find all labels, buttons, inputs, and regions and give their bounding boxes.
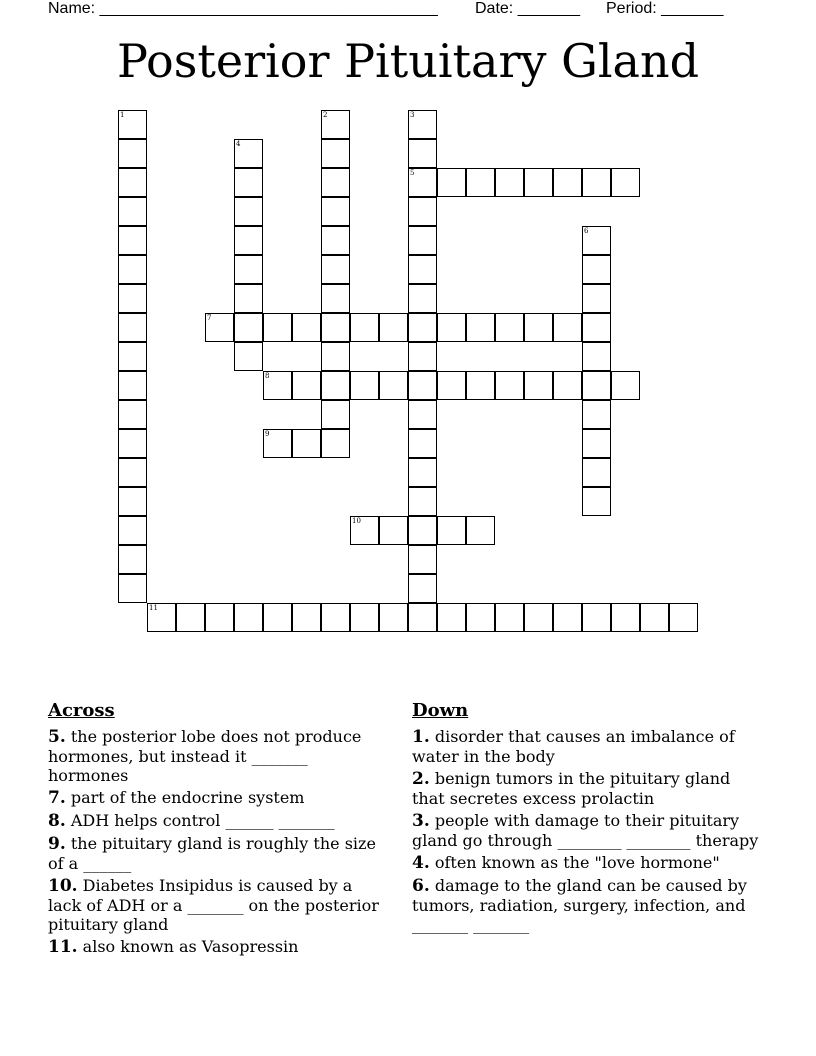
crossword-cell[interactable] xyxy=(669,603,698,632)
crossword-cell[interactable] xyxy=(379,313,408,342)
crossword-cell[interactable] xyxy=(582,371,611,400)
clue-text: often known as the "love hormone" xyxy=(429,853,720,872)
crossword-cell[interactable] xyxy=(408,313,437,342)
crossword-cell[interactable] xyxy=(495,371,524,400)
crossword-cell[interactable] xyxy=(466,603,495,632)
clue-number: 8. xyxy=(48,811,66,831)
clue-number: 10 xyxy=(352,517,361,525)
crossword-cell[interactable] xyxy=(524,371,553,400)
crossword-cell[interactable] xyxy=(582,603,611,632)
crossword-cell[interactable] xyxy=(118,342,147,371)
down-clue xyxy=(412,727,768,766)
crossword-cell[interactable] xyxy=(118,400,147,429)
crossword-cell[interactable] xyxy=(234,284,263,313)
across-clue-list xyxy=(48,727,388,957)
crossword-cell[interactable] xyxy=(118,516,147,545)
crossword-cell[interactable] xyxy=(582,284,611,313)
clue-number: 7. xyxy=(48,788,66,808)
clue-number: 10. xyxy=(48,876,78,896)
crossword-cell[interactable] xyxy=(321,226,350,255)
crossword-cell[interactable] xyxy=(437,603,466,632)
crossword-cell[interactable] xyxy=(379,516,408,545)
crossword-cell[interactable] xyxy=(582,255,611,284)
crossword-cell[interactable] xyxy=(408,168,437,197)
clue-text: also known as Vasopressin xyxy=(77,937,299,956)
crossword-cell[interactable] xyxy=(582,458,611,487)
crossword-cell[interactable] xyxy=(263,429,292,458)
crossword-cell[interactable] xyxy=(408,110,437,139)
crossword-cell[interactable] xyxy=(350,371,379,400)
crossword-cell[interactable] xyxy=(408,574,437,603)
clue-number: 4. xyxy=(412,853,430,873)
clue-text: the posterior lobe does not produce hormones, but instead it _______ hormones xyxy=(48,727,362,785)
clue-number: 3 xyxy=(410,111,415,119)
across-clue xyxy=(48,727,388,785)
page-title: Posterior Pituitary Gland xyxy=(116,34,700,88)
crossword-cell[interactable] xyxy=(582,313,611,342)
crossword-cell[interactable] xyxy=(118,226,147,255)
crossword-cell[interactable] xyxy=(553,168,582,197)
crossword-cell[interactable] xyxy=(495,603,524,632)
crossword-cell[interactable] xyxy=(408,197,437,226)
clue-number: 1. xyxy=(412,727,430,747)
crossword-cell[interactable] xyxy=(321,197,350,226)
crossword-cell[interactable] xyxy=(437,168,466,197)
crossword-cell[interactable] xyxy=(379,603,408,632)
crossword-cell[interactable] xyxy=(611,168,640,197)
crossword-cell[interactable] xyxy=(582,342,611,371)
down-clue xyxy=(412,853,768,873)
across-clue xyxy=(48,788,388,808)
crossword-cell[interactable] xyxy=(350,603,379,632)
crossword-cell[interactable] xyxy=(350,516,379,545)
crossword-cell[interactable] xyxy=(466,168,495,197)
crossword-cell[interactable] xyxy=(234,168,263,197)
clue-number: 4 xyxy=(236,140,241,148)
clue-number: 9 xyxy=(265,430,270,438)
crossword-cell[interactable] xyxy=(495,313,524,342)
clue-number: 5 xyxy=(410,169,415,177)
crossword-cell[interactable] xyxy=(321,603,350,632)
clue-number: 7 xyxy=(207,314,212,322)
crossword-cell[interactable] xyxy=(205,603,234,632)
crossword-cell[interactable] xyxy=(263,313,292,342)
crossword-cell[interactable] xyxy=(553,313,582,342)
across-clue xyxy=(48,834,388,873)
crossword-cell[interactable] xyxy=(408,603,437,632)
crossword-cell[interactable] xyxy=(263,603,292,632)
clue-text: Diabetes Insipidus is caused by a lack of ADH or a _______ on the posterior pituitary gland xyxy=(48,876,379,934)
crossword-cell[interactable] xyxy=(408,516,437,545)
crossword-cell[interactable] xyxy=(408,226,437,255)
crossword-cell[interactable] xyxy=(234,226,263,255)
crossword-cell[interactable] xyxy=(118,139,147,168)
crossword-cell[interactable] xyxy=(292,371,321,400)
clue-number: 2. xyxy=(412,769,430,789)
crossword-cell[interactable] xyxy=(582,226,611,255)
clue-number: 3. xyxy=(412,811,430,831)
across-clue xyxy=(48,876,388,934)
crossword-cell[interactable] xyxy=(234,197,263,226)
crossword-cell[interactable] xyxy=(321,284,350,313)
crossword-cell[interactable] xyxy=(292,603,321,632)
down-heading: Down xyxy=(412,700,469,721)
crossword-cell[interactable] xyxy=(118,255,147,284)
clue-number: 8 xyxy=(265,372,270,380)
across-clue xyxy=(48,937,388,957)
clue-text: ADH helps control ______ _______ xyxy=(65,811,335,830)
crossword-cell[interactable] xyxy=(437,516,466,545)
crossword-cell[interactable] xyxy=(321,255,350,284)
crossword-cell[interactable] xyxy=(466,313,495,342)
crossword-cell[interactable] xyxy=(408,429,437,458)
crossword-cell[interactable] xyxy=(437,313,466,342)
crossword-cell[interactable] xyxy=(437,371,466,400)
across-clue xyxy=(48,811,388,831)
crossword-cell[interactable] xyxy=(321,429,350,458)
clue-text: the pituitary gland is roughly the size of a ______ xyxy=(48,834,376,873)
crossword-cell[interactable] xyxy=(611,371,640,400)
clue-number: 2 xyxy=(323,111,328,119)
crossword-cell[interactable] xyxy=(524,603,553,632)
crossword-cell[interactable] xyxy=(147,603,176,632)
crossword-cell[interactable] xyxy=(582,168,611,197)
crossword-cell[interactable] xyxy=(582,400,611,429)
crossword-cell[interactable] xyxy=(466,371,495,400)
clue-number: 11. xyxy=(48,937,78,957)
clue-number: 9. xyxy=(48,834,66,854)
clue-text: people with damage to their pituitary gland go through ________ ________ therapy xyxy=(412,811,759,850)
clue-text: benign tumors in the pituitary gland that secretes excess prolactin xyxy=(412,769,731,808)
down-clue xyxy=(412,811,768,850)
crossword-cell[interactable] xyxy=(234,342,263,371)
crossword-cell[interactable] xyxy=(118,284,147,313)
crossword-cell[interactable] xyxy=(350,313,379,342)
clue-number: 5. xyxy=(48,727,66,747)
crossword-cell[interactable] xyxy=(408,545,437,574)
clue-text: disorder that causes an imbalance of water in the body xyxy=(412,727,735,766)
crossword-cell[interactable] xyxy=(321,342,350,371)
crossword-cell[interactable] xyxy=(640,603,669,632)
crossword-cell[interactable] xyxy=(321,110,350,139)
clue-number: 6. xyxy=(412,876,430,896)
clue-number: 11 xyxy=(149,604,158,612)
date-field-label[interactable]: Date: _______ xyxy=(475,0,580,17)
clue-number: 6 xyxy=(584,227,589,235)
crossword-cell[interactable] xyxy=(118,429,147,458)
period-field-label[interactable]: Period: _______ xyxy=(606,0,724,17)
crossword-cell[interactable] xyxy=(263,371,292,400)
crossword-cell[interactable] xyxy=(234,255,263,284)
crossword-cell[interactable] xyxy=(553,603,582,632)
clue-text: part of the endocrine system xyxy=(65,788,305,807)
crossword-cell[interactable] xyxy=(118,458,147,487)
down-clue-list xyxy=(412,727,768,934)
crossword-cell[interactable] xyxy=(379,371,408,400)
down-clues xyxy=(412,700,768,937)
crossword-cell[interactable] xyxy=(495,168,524,197)
crossword-cell[interactable] xyxy=(234,603,263,632)
crossword-cell[interactable] xyxy=(118,545,147,574)
crossword-cell[interactable] xyxy=(321,371,350,400)
crossword-cell[interactable] xyxy=(234,139,263,168)
crossword-cell[interactable] xyxy=(611,603,640,632)
crossword-cell[interactable] xyxy=(321,400,350,429)
crossword-cell[interactable] xyxy=(582,487,611,516)
name-field-label[interactable]: Name: ______________________________________ xyxy=(48,0,438,17)
crossword-cell[interactable] xyxy=(118,574,147,603)
crossword-cell[interactable] xyxy=(408,458,437,487)
crossword-cell[interactable] xyxy=(176,603,205,632)
crossword-cell[interactable] xyxy=(205,313,234,342)
crossword-cell[interactable] xyxy=(524,168,553,197)
crossword-cell[interactable] xyxy=(582,429,611,458)
crossword-cell[interactable] xyxy=(321,313,350,342)
crossword-cell[interactable] xyxy=(234,313,263,342)
crossword-cell[interactable] xyxy=(408,284,437,313)
crossword-cell[interactable] xyxy=(118,110,147,139)
crossword-cell[interactable] xyxy=(408,371,437,400)
crossword-cell[interactable] xyxy=(292,313,321,342)
crossword-cell[interactable] xyxy=(408,400,437,429)
down-clue xyxy=(412,769,768,808)
crossword-cell[interactable] xyxy=(118,168,147,197)
crossword-cell[interactable] xyxy=(118,371,147,400)
crossword-cell[interactable] xyxy=(321,168,350,197)
crossword-cell[interactable] xyxy=(118,487,147,516)
crossword-cell[interactable] xyxy=(408,139,437,168)
crossword-cell[interactable] xyxy=(466,516,495,545)
across-clues xyxy=(48,700,388,960)
crossword-cell[interactable] xyxy=(408,255,437,284)
crossword-cell[interactable] xyxy=(524,313,553,342)
crossword-cell[interactable] xyxy=(118,197,147,226)
down-clue xyxy=(412,876,768,934)
clue-text: damage to the gland can be caused by tumors, radiation, surgery, infection, and _______ _______ xyxy=(412,876,747,934)
crossword-cell[interactable] xyxy=(321,139,350,168)
clue-number: 1 xyxy=(120,111,125,119)
across-heading: Across xyxy=(48,700,115,721)
crossword-cell[interactable] xyxy=(408,342,437,371)
crossword-cell[interactable] xyxy=(118,313,147,342)
crossword-cell[interactable] xyxy=(408,487,437,516)
crossword-cell[interactable] xyxy=(292,429,321,458)
crossword-cell[interactable] xyxy=(553,371,582,400)
